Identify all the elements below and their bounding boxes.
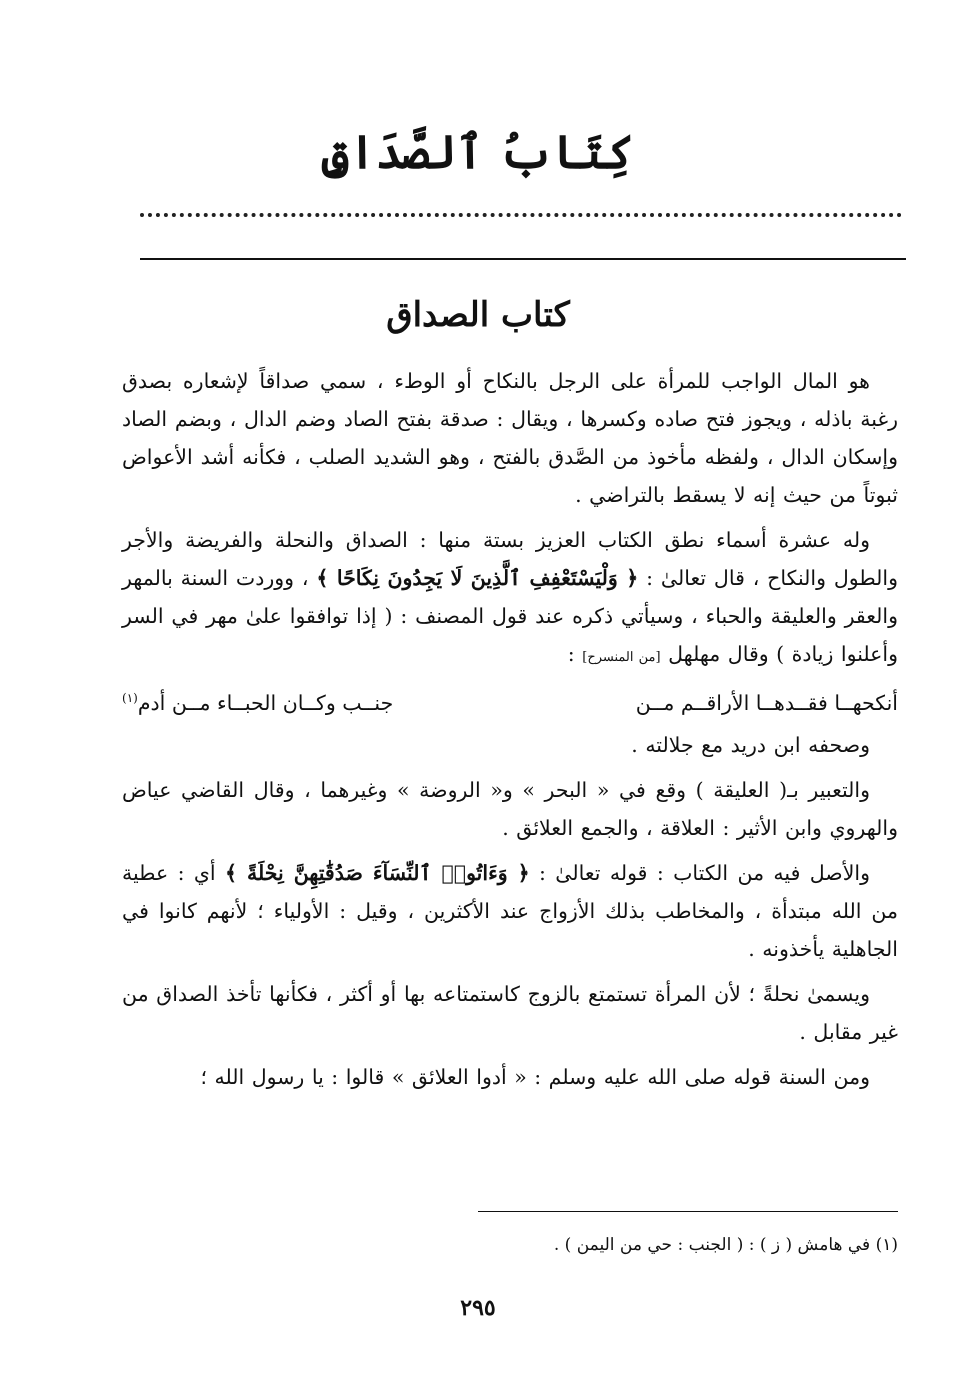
poetry-verse [122,684,898,722]
footnote-marker: (١) [122,691,138,706]
paragraph-definition: هو المال الواجب للمرأة على الرجل بالنكاح أو الوطء ، سمي صداقاً لإشعاره بصدق رغبة باذله ، ويجوز فتح صاده وكسرها ، ويقال : صدقة بفتح الصاد وضم الدال ، وبضم الصاد وإسكان الدال ، ولفظه مأخوذ من الصَّدق بالفتح ، وهو الشديد الصلب ، فكأنه أشد الأعواض ثبوتاً من حيث إنه لا يسقط بالتراضي . [122,369,898,507]
page-number: ٢٩٥ [460,1295,496,1321]
paragraph-sunnah: ومن السنة قوله صلى الله عليه وسلم : « أدوا العلائق » قالوا : يا رسول الله ؛ [200,1065,870,1089]
dotted-divider [140,213,902,217]
verse-first-hemistich: أنكحهــا فقــدهــا الأراقــم مــن [635,691,898,715]
verse-second-hemistich-wrap [122,684,393,722]
paragraph-names-colon: : [567,642,575,666]
paragraph-names-text-a: وله عشرة أسماء نطق الكتاب العزيز بستة منها : الصداق والنحلة والفريضة والأجر والطول والنكاح ، قال تعالىٰ : [122,528,898,590]
paragraph-names [122,521,898,677]
paragraph-nihla: ويسمىٰ نحلةً ؛ لأن المرأة تستمتع بالزوج كاستمتاعه بها أو أكثر ، فكأنها تأخذ الصداق من غير مقابل . [122,982,898,1044]
paragraph-aliqa: والتعبير بـ( العليقة ) وقع في « البحر » و« الروضة » وغيرهما ، وقال القاضي عياض والهروي وابن الأثير : العلاقة ، والجمع العلائق . [122,778,898,840]
section-title: كتاب الصداق [386,295,570,335]
footnote-divider [478,1211,898,1212]
quran-verse-2: ﴿ وَءَاتُوا۟ ٱلنِّسَآءَ صَدُقَٰتِهِنَّ نِحْلَةً ﴾ [224,861,530,885]
paragraph-origin [122,854,898,968]
body-text [122,362,898,1103]
solid-divider [140,258,906,260]
paragraph-origin-text-b: أي : عطية من الله مبتدأة ، والمخاطب بذلك الأزواج عند الأكثرين ، وقيل : الأولياء ؛ لأنهم كانوا في الجاهلية يأخذونه . [122,861,898,961]
quran-verse-1: ﴿ وَلْيَسْتَعْفِفِ ٱلَّذِينَ لَا يَجِدُونَ نِكَاحًا ﴾ [316,566,639,590]
chapter-title: كِتَابُ ٱلصَّدَاقِ [321,125,635,179]
meter-note: [من المنسرح] [582,650,661,665]
footnote: (١) في هامش ( ز ) : ( الجنب : حي من اليمن ) . [553,1235,898,1255]
paragraph-origin-text-a: والأصل فيه من الكتاب : قوله تعالىٰ : [539,861,870,885]
verse-second-hemistich: جنــب وكــان الحبــاء مــن أدم [137,691,394,715]
paragraph-ibn-durayd: وصحفه ابن دريد مع جلالته . [631,733,870,757]
paragraph-names-text-b: ، ووردت السنة بالمهر والعقر والعليقة والحباء ، وسيأتي ذكره عند قول المصنف : ( إذا توافقوا علىٰ مهر في السر وأعلنوا زيادة ) وقال مهلهل [122,566,898,666]
